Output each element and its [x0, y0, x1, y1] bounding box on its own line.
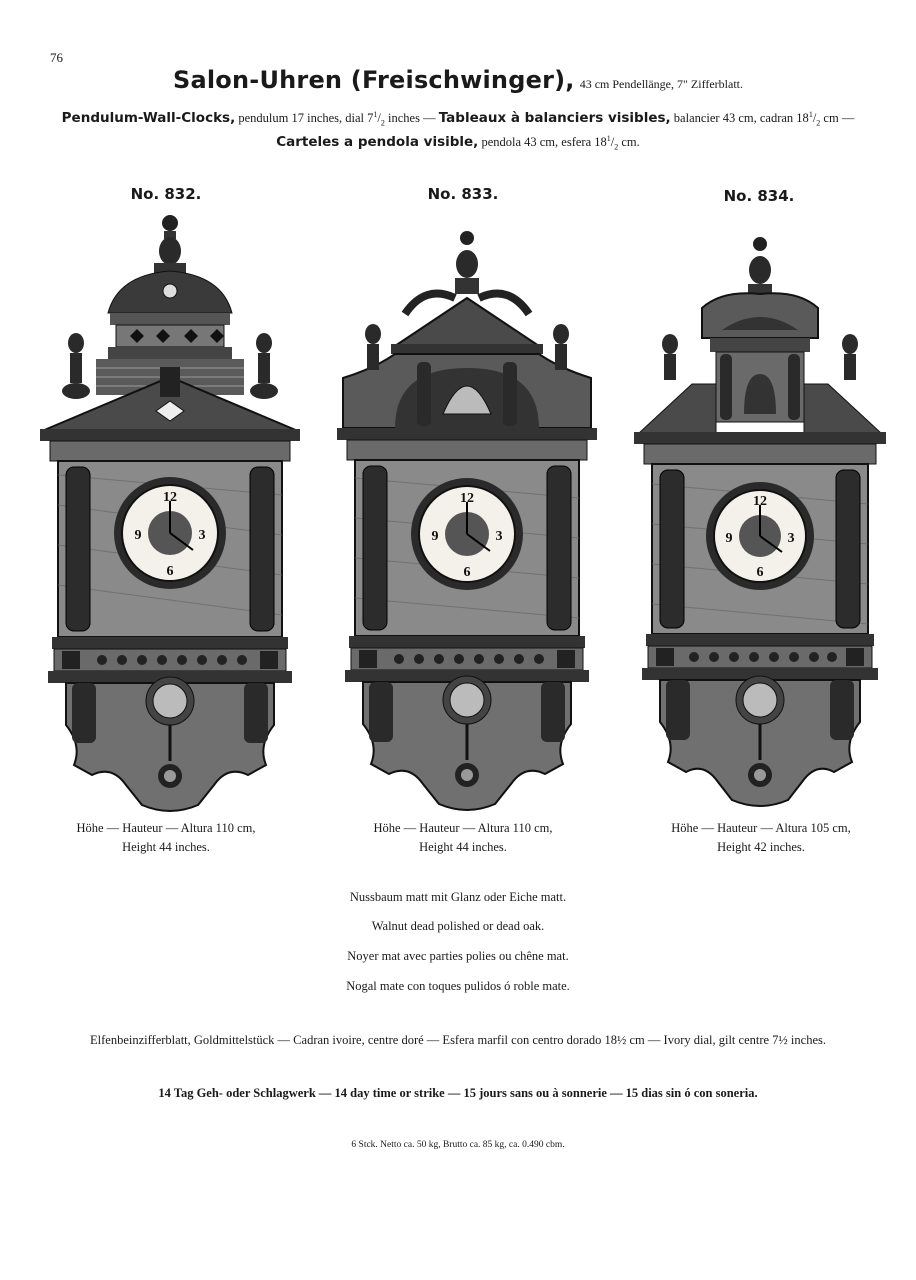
subtitle-line-1-segment: Pendulum-Wall-Clocks,: [61, 110, 236, 127]
subtitle-line-1-segment: balancier 43 cm, cadran 18: [670, 111, 809, 126]
svg-text:6: 6: [166, 564, 174, 579]
height-imperial-834: Height 42 inches.: [717, 840, 805, 854]
height-metric-834: Höhe — Hauteur — Altura 105 cm,: [671, 821, 851, 835]
subtitle-line-1-segment: cm —: [820, 111, 855, 126]
clock-832-drawing: [40, 215, 300, 811]
subtitle-line-2-segment: Carteles a pendola visible,: [276, 134, 479, 151]
finish-spanish: Nogal mate con toques pulidos ó roble mate.: [346, 979, 570, 993]
page-number: 76: [50, 50, 63, 65]
svg-text:12: 12: [163, 490, 177, 505]
subtitle-line-1-segment: pendulum 17 inches, dial 7: [235, 111, 374, 126]
subtitle-line-1-segment: $^1/_2$: [373, 110, 385, 128]
model-label-834: No. 834.: [723, 187, 795, 205]
finish-german: Nussbaum matt mit Glanz oder Eiche matt.: [349, 890, 567, 904]
svg-text:9: 9: [431, 529, 439, 544]
svg-text:9: 9: [725, 531, 733, 546]
height-caption-834: [611, 819, 911, 857]
subtitle-line-1-segment: Tableaux à balanciers visibles,: [438, 110, 671, 127]
finish-french: Noyer mat avec parties polies ou chêne mat.: [347, 949, 569, 963]
svg-text:6: 6: [463, 565, 471, 580]
height-metric-833: Höhe — Hauteur — Altura 110 cm,: [373, 821, 553, 835]
subtitle-line-2: [0, 134, 916, 152]
svg-text:12: 12: [460, 491, 474, 506]
height-metric-832: Höhe — Hauteur — Altura 110 cm,: [76, 821, 256, 835]
subtitle-line-1: [0, 110, 916, 128]
svg-text:6: 6: [756, 565, 764, 580]
height-imperial-832: Height 44 inches.: [122, 840, 210, 854]
subtitle-line-2-segment: pendola 43 cm, esfera 18: [478, 135, 607, 150]
finish-english: Walnut dead polished or dead oak.: [371, 919, 545, 933]
subtitle-line-1-segment: $^1/_2$: [808, 110, 821, 128]
clock-833-drawing: [337, 231, 597, 810]
clock-834-drawing: [634, 237, 886, 806]
height-caption-832: [16, 819, 316, 857]
height-imperial-833: Height 44 inches.: [419, 840, 507, 854]
svg-text:9: 9: [134, 528, 142, 543]
packing-info: 6 Stck. Netto ca. 50 kg, Brutto ca. 85 kg, ca. 0.490 cbm.: [351, 1140, 565, 1150]
height-caption-833: [313, 819, 613, 857]
subtitle-line-2-segment: cm.: [618, 135, 640, 150]
clock-illustration-832: [38, 205, 303, 815]
model-label-832: No. 832.: [130, 185, 202, 203]
svg-text:3: 3: [495, 529, 503, 544]
title-detail: 43 cm Pendellänge, 7" Zifferblatt.: [579, 77, 743, 91]
title-main: Salon-Uhren (Freischwinger),: [173, 66, 575, 94]
svg-text:3: 3: [198, 528, 206, 543]
clock-illustration-833: [335, 228, 600, 818]
model-label-833: No. 833.: [427, 185, 499, 203]
movement-description: 14 Tag Geh- oder Schlagwerk — 14 day time or strike — 15 jours sans ou à sonnerie — 15 dias sin ó con soneria.: [158, 1086, 758, 1100]
svg-text:3: 3: [787, 531, 795, 546]
subtitle-line-2-segment: $^1/_2$: [606, 134, 619, 152]
clock-illustration-834: [632, 234, 888, 814]
svg-text:12: 12: [753, 494, 767, 509]
subtitle-line-1-segment: inches —: [384, 111, 439, 126]
page-title: [0, 66, 916, 94]
dial-description: Elfenbeinzifferblatt, Goldmittelstück — Cadran ivoire, centre doré — Esfera marfil con centro dorado 18½ cm — Ivory dial, gilt centre 7½ inches.: [90, 1033, 826, 1047]
